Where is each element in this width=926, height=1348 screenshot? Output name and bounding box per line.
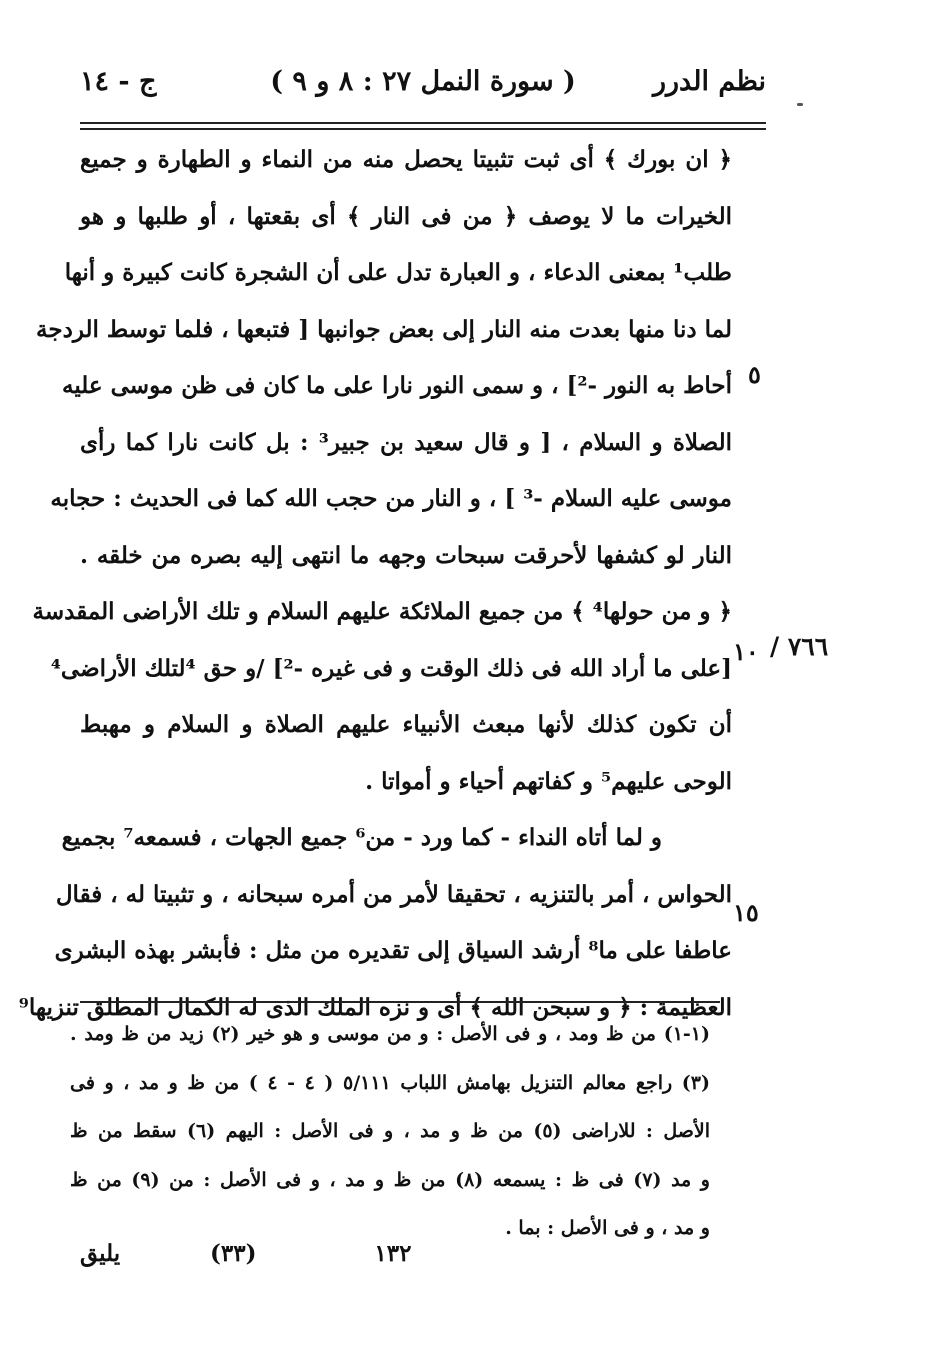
signature-mark: (٣٣) <box>210 1240 257 1267</box>
paragraph-start-line: و لما أتاه النداء - كما ورد - من⁶ جميع الجهات ، فسمعه⁷ بجميع <box>61 824 662 851</box>
running-header <box>80 66 766 112</box>
footnote-rule <box>80 1001 720 1003</box>
page-footer <box>80 1240 720 1280</box>
footnote-line: و مد ، و فى الأصل : بما . <box>505 1217 710 1239</box>
line-number-15: ١٥ <box>733 898 759 927</box>
text-line: [على ما أراد الله فى ذلك الوقت و فى غيره -²] /و حق ⁴لتلك الأراضى⁴ <box>50 654 732 682</box>
book-title: نظم الدرر <box>652 66 766 97</box>
line-number-10: ١٠ <box>733 637 759 666</box>
manuscript-folio-reference: ٧٦٦ / <box>770 632 829 661</box>
text-line: العظيمة : ﴿ و سبحن الله ﴾ أى و نزه الملك الذى له الكمال المطلق تنزيها⁹ <box>18 993 732 1021</box>
text-line: الوحى عليهم⁵ و كفاتهم أحياء و أمواتا . <box>365 767 732 795</box>
footnote-line: و مد (٧) فى ظ : يسمعه (٨) من ظ و مد ، و فى الأصل : من (٩) من ظ <box>70 1168 710 1191</box>
footnotes <box>70 1010 710 1253</box>
text-line: لما دنا منها بعدت منه النار إلى بعض جوانبها [ فتبعها ، فلما توسط الردجة <box>36 315 732 343</box>
text-line: طلب¹ بمعنى الدعاء ، و العبارة تدل على أن الشجرة كانت كبيرة و أنها <box>64 259 732 286</box>
part-number: ج - ١٤ <box>80 66 157 97</box>
footnote-line: (١-١) من ظ ومد ، و فى الأصل : و من موسى و هو خير (٢) زيد من ظ ومد . <box>70 1023 711 1045</box>
header-rule-lower <box>80 128 766 130</box>
main-text <box>18 132 732 1036</box>
text-line: الصلاة و السلام ، [ و قال سعيد بن جبير³ : بل كانت نارا كما رأى <box>80 428 732 456</box>
footnote-line: (٣) راجع معالم التنزيل بهامش اللباب ٥/١١١ ( ٤ - ٤ ) من ظ و مد ، و فى <box>70 1071 710 1094</box>
print-speck <box>797 103 803 106</box>
text-line: أحاط به النور -²] ، و سمى النور نارا على ما كان فى ظن موسى عليه <box>62 372 732 399</box>
footnote-line: الأصل : للاراضى (٥) من ظ و مد ، و فى الأصل : اليهم (٦) سقط من ظ <box>70 1120 710 1142</box>
text-line: النار لو كشفها لأحرقت سبحات وجهه ما انتهى إليه بصره من خلقه . <box>80 541 732 569</box>
text-line: الحواس ، أمر بالتنزيه ، تحقيقا لأمر من أمره سبحانه ، و تثبيتا له ، فقال <box>55 880 732 908</box>
catchword: يليق <box>80 1240 121 1267</box>
text-line: الخيرات ما لا يوصف ﴿ من فى النار ﴾ أى بقعتها ، أو طلبها و هو <box>80 202 732 230</box>
text-line: ﴿ ان بورك ﴾ أى ثبت تثبيتا يحصل منه من النماء و الطهارة و جميع <box>80 146 732 173</box>
page-number: ١٣٢ <box>374 1240 412 1267</box>
text-line: أن تكون كذلك لأنها مبعث الأنبياء عليهم الصلاة و السلام و مهبط <box>80 711 732 738</box>
line-number-5: ٥ <box>748 360 761 389</box>
text-line: عاطفا على ما⁸ أرشد السياق إلى تقديره من مثل : فأبشر بهذه البشرى <box>54 937 732 964</box>
text-line: موسى عليه السلام -³ ] ، و النار من حجب الله كما فى الحديث : حجابه <box>50 485 732 512</box>
header-rule-upper <box>80 122 766 124</box>
text-line: ﴿ و من حولها⁴ ﴾ من جميع الملائكة عليهم السلام و تلك الأراضى المقدسة <box>32 598 732 625</box>
surah-reference: ( سورة النمل ٢٧ : ٨ و ٩ ) <box>270 66 576 97</box>
